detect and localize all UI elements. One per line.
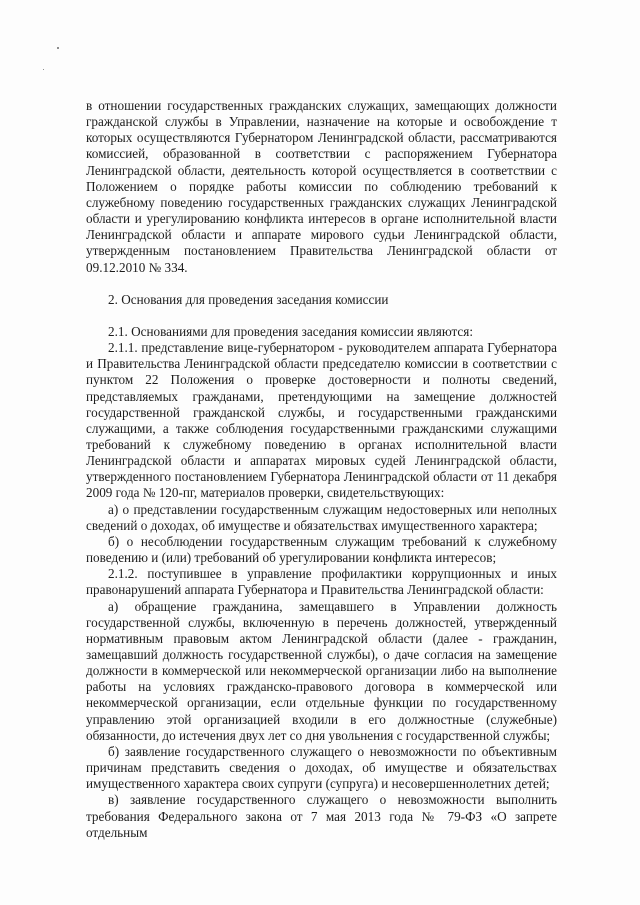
scan-speck: [43, 69, 44, 70]
paragraph-continuation: в отношении государственных гражданских служащих, замещающих должности гражданской службы в Управлении, назначение на которые и освобождение т которых осуществляются Губернатором Ленинградской области, рассматриваются комиссией, образованной в соответствии с распоряжением Губернатора Ленинградской области, деятельность которой осуществляется в соответствии с Положением о порядке работы комиссии по соблюдению требований к служебному поведению государственных гражданских служащих Ленинградской области и урегулированию конфликта интересов в органе исполнительной власти Ленинградской области и аппарате мирового судьи Ленинградской области, утвержденным постановлением Правительства Ленинградской области от 09.12.2010 № 334.: [86, 98, 557, 275]
paragraph-gap: [86, 308, 557, 324]
paragraph-2-1-1: 2.1.1. представление вице-губернатором - руководителем аппарата Губернатора и Правительства Ленинградской области председателю комиссии в соответствии с пунктом 22 Положения о проверке достоверности и полноты сведений, представляемых гражданами, претендующими на замещение должностей государственной гражданской службы, и государственными гражданскими служащими, а также соблюдения государственными гражданскими служащими требований к служебному поведению в органах исполнительной власти Ленинградской области и аппаратах мировых судей Ленинградской области, утвержденного постановлением Губернатора Ленинградской области от 11 декабря 2009 года № 120-пг, материалов проверки, свидетельствующих:: [86, 340, 557, 501]
scan-speck: [57, 47, 59, 49]
paragraph-2-1-1-a: а) о представлении государственным служащим недостоверных или неполных сведений о доходах, об имуществе и обязательствах имущественного характера;: [86, 501, 557, 533]
paragraph-gap: [86, 276, 557, 292]
document-body: [86, 98, 557, 841]
paragraph-2-1-2-b: б) заявление государственного служащего о невозможности по объективным причинам представить сведения о доходах, об имуществе и обязательствах имущественного характера своих супруги (супруга) и несовершеннолетних детей;: [86, 743, 557, 792]
paragraph-2-1: 2.1. Основаниями для проведения заседания комиссии являются:: [108, 323, 474, 339]
section-heading: 2. Основания для проведения заседания комиссии: [108, 291, 389, 307]
paragraph-2-1-2: 2.1.2. поступившее в управление профилактики коррупционных и иных правонарушений аппарата Губернатора и Правительства Ленинградской области:: [86, 566, 557, 598]
paragraph-2-1-2-a: а) обращение гражданина, замещавшего в Управлении должность государственной службы, включенную в перечень должностей, утвержденный нормативным правовым актом Ленинградской области (далее - гражданин, замещавший должность государственной службы), о даче согласия на замещение должности в коммерческой или некоммерческой организации либо на выполнение работы на условиях гражданско-правового договора в коммерческой или некоммерческой организации, если отдельные функции по государственному управлению этой организацией входили в его должностные (служебные) обязанности, до истечения двух лет со дня увольнения с государственной службы;: [86, 598, 557, 743]
paragraph-2-1-2-v: в) заявление государственного служащего о невозможности выполнить требования Федерального закона от 7 мая 2013 года № 79-ФЗ «О запрете отдельным: [86, 792, 557, 840]
paragraph-2-1-1-b: б) о несоблюдении государственным служащим требований к служебному поведению и (или) требований об урегулировании конфликта интересов;: [86, 533, 557, 566]
